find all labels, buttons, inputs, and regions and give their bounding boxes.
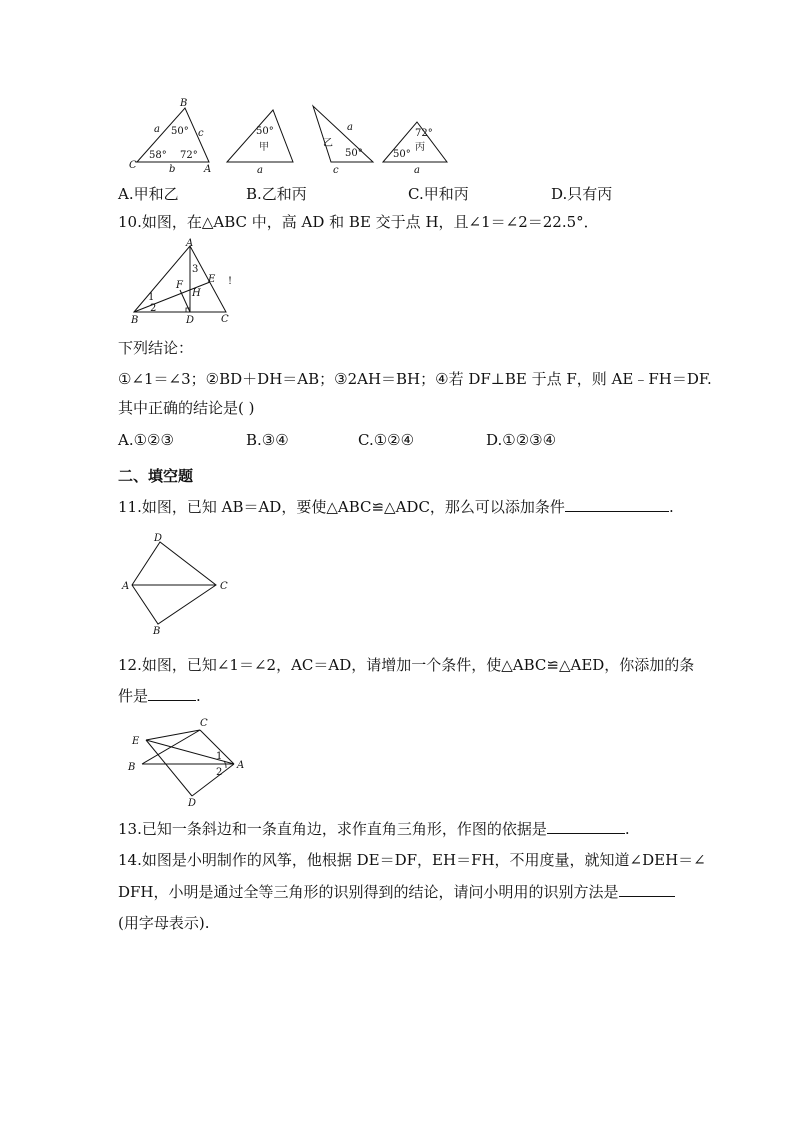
q11-answer-blank[interactable] [565, 497, 669, 512]
q10-option-d[interactable]: D.①②③④ [486, 431, 557, 449]
q12-label-E: E [132, 736, 140, 747]
q9-option-c[interactable]: C.甲和丙 [408, 185, 469, 203]
q11-label-D: D [154, 533, 163, 544]
q10-conclusion-title: 下列结论： [118, 339, 194, 357]
q12-label-B: B [128, 762, 136, 773]
t3-side-c: c [333, 165, 339, 176]
t4-side: a [414, 165, 420, 176]
q10-option-c[interactable]: C.①②④ [358, 431, 415, 449]
t3-side-a: a [347, 122, 353, 133]
q11-text: 11.如图，已知 AB＝AD，要使△ABC≌△ADC，那么可以添加条件 . [118, 498, 674, 516]
q10-angle-2: 2 [150, 303, 157, 314]
t2-label: 甲 [259, 142, 269, 153]
t4-angle-left: 50° [393, 149, 411, 160]
t1-angle-left: 58° [149, 150, 167, 161]
t4-angle-top: 72° [415, 128, 433, 139]
t1-label-C: C [129, 160, 137, 171]
q10-text: 10.如图，在△ABC 中，高 AD 和 BE 交于点 H，且∠1＝∠2＝22.5°． [118, 213, 599, 231]
q10-conclusions: ①∠1＝∠3；②BD＋DH＝AB；③2AH＝BH；④若 DF⊥BE 于点 F，则 AE﹣FH＝DF. [118, 370, 712, 388]
t3-angle: 50° [345, 148, 363, 159]
q13-answer-blank[interactable] [547, 819, 625, 834]
q10-angle-3: 3 [192, 264, 199, 275]
t1-label-A: A [204, 164, 212, 175]
q10-option-b[interactable]: B.③④ [246, 431, 289, 449]
section-title: 二、填空题 [118, 467, 194, 485]
q11-label-B: B [153, 626, 161, 637]
q10-label-E: E [208, 274, 216, 285]
t1-side-b: b [169, 164, 176, 175]
q10-label-B: B [131, 315, 139, 326]
q12-angle-2: 2 [216, 767, 223, 778]
t4-label: 丙 [415, 142, 425, 153]
q10-label-H: H [192, 288, 201, 299]
q11-label-A: A [122, 581, 130, 592]
q10-label-C: C [221, 314, 229, 325]
q13-text: 13.已知一条斜边和一条直角边，求作直角三角形，作图的依据是 . [118, 820, 630, 838]
q12-line2: 件是 . [118, 687, 201, 705]
t1-label-B: B [180, 98, 188, 109]
t2-angle: 50° [256, 126, 274, 137]
q10-option-a[interactable]: A.①②③ [118, 431, 174, 449]
q11-label-C: C [220, 581, 228, 592]
q10-label-F: F [176, 280, 183, 291]
q11-question: 11.如图，已知 AB＝AD，要使△ABC≌△ADC，那么可以添加条件 [118, 498, 565, 516]
q10-label-D: D [186, 315, 195, 326]
q10-label-A: A [186, 238, 194, 249]
triangle-3 [313, 106, 373, 162]
q11-figure [120, 530, 235, 638]
q14-line2: DFH，小明是通过全等三角形的识别得到的结论，请问小明用的识别方法是 [118, 882, 675, 902]
t1-side-a: a [154, 124, 160, 135]
q14-answer-blank[interactable] [619, 882, 675, 897]
q10-angle-1: 1 [148, 292, 155, 303]
q14-line3: (用字母表示). [118, 914, 210, 932]
q12-figure [124, 712, 256, 812]
q10-question: 其中正确的结论是( ) [118, 399, 255, 417]
q9-option-d[interactable]: D.只有丙 [551, 185, 613, 203]
q9-figure [125, 96, 455, 178]
q12-label-A: A [237, 760, 245, 771]
t3-label: 乙 [323, 138, 333, 149]
t1-angle-right: 72° [180, 150, 198, 161]
t2-side: a [257, 165, 263, 176]
q12-angle-1: 1 [216, 751, 223, 762]
q10-figure [126, 238, 246, 326]
t1-angle-top: 50° [171, 126, 189, 137]
q14-line1: 14.如图是小明制作的风筝，他根据 DE＝DF，EH＝FH，不用度量，就知道∠DEH＝∠ [118, 851, 706, 869]
q10-mark: ! [228, 276, 233, 287]
q12-answer-blank[interactable] [148, 686, 196, 701]
q9-option-a[interactable]: A.甲和乙 [118, 185, 179, 203]
q12-label-C: C [200, 718, 208, 729]
q12-label-D: D [188, 798, 197, 809]
q12-line1: 12.如图，已知∠1＝∠2，AC＝AD，请增加一个条件，使△ABC≌△AED，你添加的条 [118, 656, 695, 674]
q9-option-b[interactable]: B.乙和丙 [246, 185, 307, 203]
t1-side-c: c [198, 128, 204, 139]
